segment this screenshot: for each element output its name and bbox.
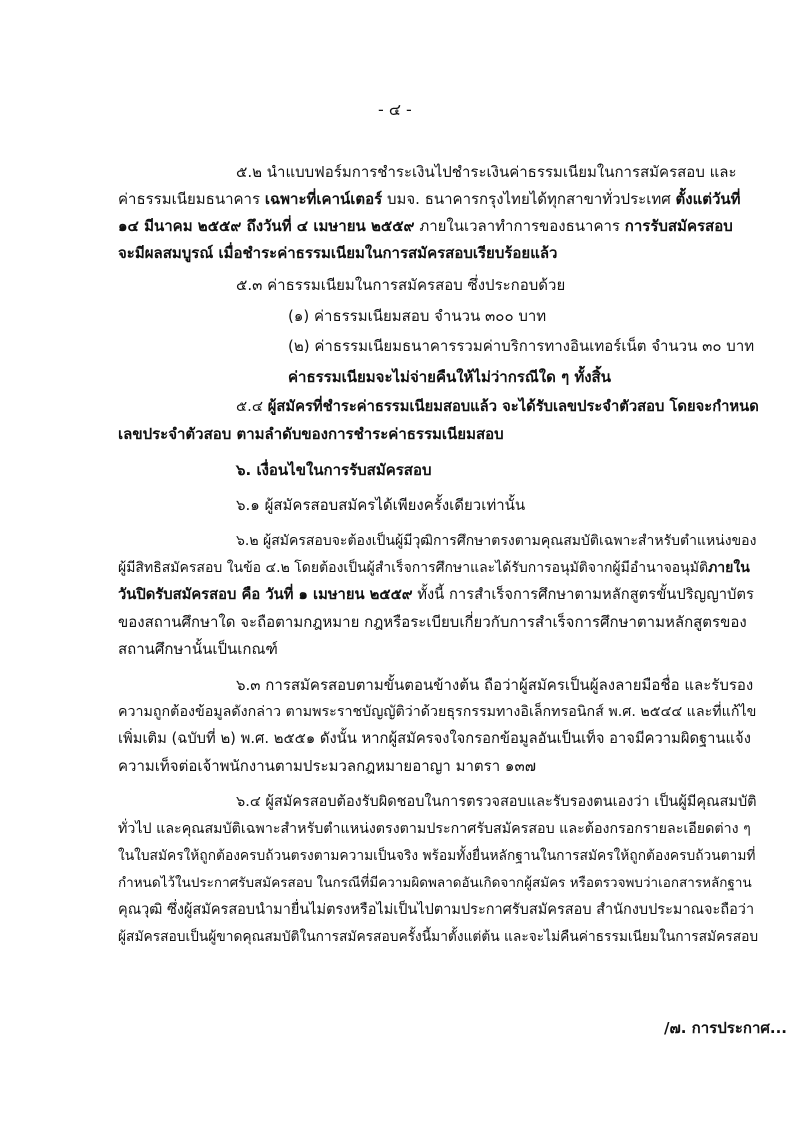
s52-line-2-c: บมจ. ธนาคารกรุงไทยได้ทุกสาขาทั่วประเทศ [386,190,671,208]
s62-line-3-b: ทั้งนี้ การสำเร็จการศึกษาตามหลักสูตรขั้นปริญญาบัตร [417,586,754,603]
s63-line-4: ความเท็จต่อเจ้าพนักงานตามประมวลกฎหมายอาญา มาตรา ๑๓๗ [118,757,536,775]
s64-line-2: ทั่วไป และคุณสมบัติเฉพาะสำหรับตำแหน่งตรงตามประกาศรับสมัครสอบ และต้องกรอกรายละเอียดต่าง ๆ [118,821,751,837]
s62-line-5: สถานศึกษานั้นเป็นเกณฑ์ [118,640,278,658]
s62-line-2 [118,557,750,579]
s62-line-3-a: วันปิดรับสมัครสอบ คือ วันที่ ๑ เมษายน ๒๕๕๙ [118,586,413,603]
s64-line-5: คุณวุฒิ ซึ่งผู้สมัครสอบนำมายื่นไม่ตรงหรือไม่เป็นไปตามประกาศรับสมัครสอบ สำนักงบประมาณจะถือว่า [118,902,755,918]
s54-line-1 [236,396,759,418]
s54-line-2: เลขประจำตัวสอบ ตามลำดับของการชำระค่าธรรมเนียมสอบ [118,425,504,443]
s63-line-2: ความถูกต้องข้อมูลดังกล่าว ตามพระราชบัญญัติว่าด้วยธุรกรรมทางอิเล็กทรอนิกส์ พ.ศ. ๒๕๔๔ และที่แก้ไข [118,704,757,720]
s54-line-1-a: ๕.๔ [236,398,264,415]
s52-line-2-d: ตั้งแต่วันที่ [675,190,741,208]
s64-line-4: กำหนดไว้ในประกาศรับสมัครสอบ ในกรณีที่มีความผิดพลาดอันเกิดจากผู้สมัคร หรือตรวจพบว่าเอกสารหลักฐาน [118,875,752,891]
s64-line-3: ในใบสมัครให้ถูกต้องครบถ้วนตรงตามความเป็นจริง พร้อมทั้งยื่นหลักฐานในการสมัครให้ถูกต้องครบถ้วนตามที่ [118,848,756,864]
s62-line-2-a: ผู้มีสิทธิสมัครสอบ ในข้อ ๔.๒ โดยต้องเป็นผู้สำเร็จการศึกษาและได้รับการอนุมัติจากผู้มีอำนาจอนุมัติ [118,560,709,576]
s52-line-2-a: ค่าธรรมเนียมธนาคาร [118,190,261,208]
s61-line-1: ๖.๑ ผู้สมัครสอบสมัครได้เพียงครั้งเดียวเท่านั้น [236,496,526,514]
s62-line-2-b: ภายใน [708,560,750,576]
s63-line-1: ๖.๓ การสมัครสอบตามขั้นตอนข้างต้น ถือว่าผู้สมัครเป็นผู้ลงลายมือชื่อ และรับรอง [236,676,754,694]
s62-line-3 [118,584,754,606]
s6-heading: ๖. เงื่อนไขในการรับสมัครสอบ [236,461,432,479]
s52-line-3-b: ภายในเวลาทำการของธนาคาร [419,217,620,235]
s52-line-2-b: เฉพาะที่เคาน์เตอร์ [264,190,383,208]
s54-line-1-b: ผู้สมัครที่ชำระค่าธรรมเนียมสอบแล้ว จะได้รับเลขประจำตัวสอบ โดยจะกำหนด [267,398,759,415]
s53-item-2: (๒) ค่าธรรมเนียมธนาคารรวมค่าบริการทางอินเทอร์เน็ต จำนวน ๓๐ บาท [288,337,755,355]
s62-line-4: ของสถานศึกษาใด จะถือตามกฎหมาย กฎหรือระเบียบเกี่ยวกับการสำเร็จการศึกษาตามหลักสูตรของ [118,613,747,631]
s53-note: ค่าธรรมเนียมจะไม่จ่ายคืนให้ไม่ว่ากรณีใด ๆ ทั้งสิ้น [288,368,611,386]
s52-line-3-c: การรับสมัครสอบ [624,217,733,235]
s53-line-1: ๕.๓ ค่าธรรมเนียมในการสมัครสอบ ซึ่งประกอบด้วย [236,276,566,294]
s52-line-3-a: ๑๔ มีนาคม ๒๕๕๙ ถึงวันที่ ๔ เมษายน ๒๕๕๙ [118,217,415,235]
s64-line-1: ๖.๔ ผู้สมัครสอบต้องรับผิดชอบในการตรวจสอบและรับรองตนเองว่า เป็นผู้มีคุณสมบัติ [236,794,757,810]
s53-item-1: (๑) ค่าธรรมเนียมสอบ จำนวน ๓๐๐ บาท [288,307,547,325]
s52-line-2 [118,188,741,210]
s52-line-1: ๕.๒ นำแบบฟอร์มการชำระเงินไปชำระเงินค่าธรรมเนียมในการสมัครสอบ และ [236,163,737,181]
continuation-reference: /๗. การประกาศ... [664,1019,787,1037]
s52-line-3 [118,215,733,237]
s64-line-6: ผู้สมัครสอบเป็นผู้ขาดคุณสมบัติในการสมัครสอบครั้งนี้มาตั้งแต่ต้น และจะไม่คืนค่าธรรมเนียมในการสมัครสอบ [118,929,759,945]
s63-line-3: เพิ่มเติม (ฉบับที่ ๒) พ.ศ. ๒๕๕๑ ดังนั้น หากผู้สมัครจงใจกรอกข้อมูลอันเป็นเท็จ อาจมีความผิดฐานแจ้ง [118,730,751,747]
s62-line-1: ๖.๒ ผู้สมัครสอบจะต้องเป็นผู้มีวุฒิการศึกษาตรงตามคุณสมบัติเฉพาะสำหรับตำแหน่งของ [236,533,757,549]
page-number: - ๔ - [378,100,412,119]
s52-line-4: จะมีผลสมบูรณ์ เมื่อชำระค่าธรรมเนียมในการสมัครสอบเรียบร้อยแล้ว [118,244,558,262]
